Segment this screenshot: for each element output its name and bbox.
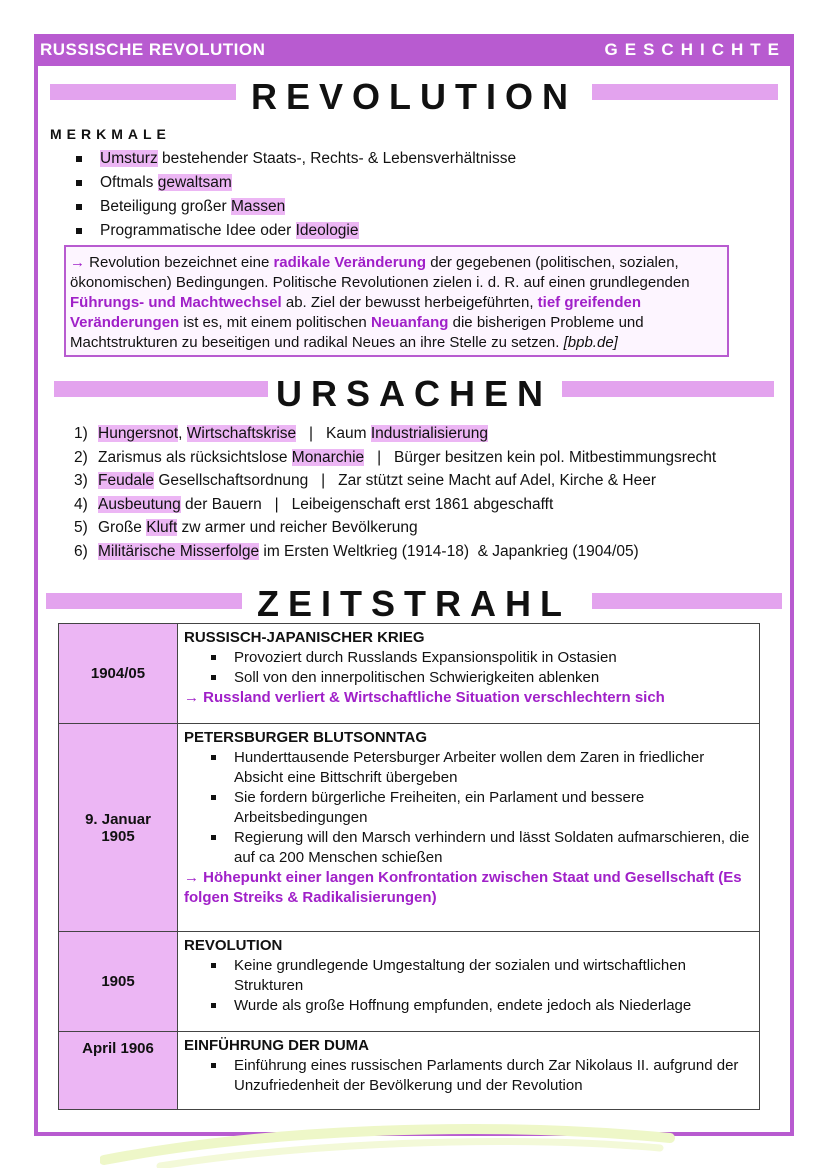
- event-body: [178, 1032, 760, 1110]
- list-item: 6) Militärische Misserfolge im Ersten Weltkrieg (1914-18) & Japankrieg (1904/05): [74, 542, 639, 560]
- merkmale-heading: MERKMALE: [50, 126, 171, 142]
- event-title: PETERSBURGER BLUTSONNTAG: [184, 729, 428, 746]
- list-item: 1) Hungersnot, Wirtschaftskrise | Kaum Industrialisierung: [74, 425, 488, 442]
- event-body: [178, 932, 760, 1032]
- list-item: Soll von den innerpolitischen Schwierigkeiten ablenken: [184, 668, 753, 688]
- section-title-zeitstrahl: ZEITSTRAHL: [257, 583, 571, 624]
- list-item: 2) Zarismus als rücksichtslose Monarchie | Bürger besitzen kein pol. Mitbestimmungsrecht: [74, 448, 717, 466]
- list-item: 5) Große Kluft zw armer und reicher Bevölkerung: [74, 519, 418, 536]
- event-title: RUSSISCH-JAPANISCHER KRIEG: [184, 629, 425, 646]
- event-date: 1905: [59, 932, 178, 1032]
- event-body: [178, 724, 760, 932]
- list-item: Regierung will den Marsch verhindern und lässt Soldaten aufmarschieren, die auf ca 200 Menschen schießen: [184, 828, 753, 868]
- table-row: [59, 724, 760, 932]
- list-item: Sie fordern bürgerliche Freiheiten, ein Parlament und bessere Arbeitsbedingungen: [184, 788, 753, 828]
- table-row: [59, 932, 760, 1032]
- table-row: [59, 1032, 760, 1110]
- list-item: 4) Ausbeutung der Bauern | Leibeigenschaft erst 1861 abgeschafft: [74, 495, 554, 513]
- section-title-ursachen: URSACHEN: [275, 373, 552, 414]
- ursachen-list: [74, 422, 716, 563]
- list-item: Oftmals gewaltsam: [76, 171, 516, 195]
- header-bar: [34, 34, 794, 66]
- list-item: Umsturz bestehender Staats-, Rechts- & Lebensverhältnisse: [76, 147, 516, 171]
- event-conclusion: → Höhepunkt einer langen Konfrontation zwischen Staat und Gesellschaft (Es folgen Streiks & Radikalisierungen): [184, 869, 742, 906]
- list-item: 3) Feudale Gesellschaftsordnung | Zar stützt seine Macht auf Adel, Kirche & Heer: [74, 472, 657, 489]
- list-item: Programmatische Idee oder Ideologie: [76, 219, 516, 243]
- list-item: Hunderttausende Petersburger Arbeiter wollen dem Zaren in friedlicher Absicht eine Bittschrift übergeben: [184, 748, 753, 788]
- event-date: 1904/05: [59, 624, 178, 724]
- definition-callout: → Revolution bezeichnet eine radikale Veränderung der gegebenen (politischen, sozialen, ökonomischen) Bedingungen. Politische Revolutionen zielen i. d. R. auf einen grundlegenden Führungs- und Machtwechsel ab. Ziel der bewusst herbeigeführten, tief greifenden Veränderungen ist es, mit einem politischen Neuanfang die bisherigen Probleme und Machtstrukturen zu beseitigen und radikal Neues an ihre Stelle zu setzen. [bpb.de]: [64, 245, 729, 357]
- header-topic: RUSSISCHE REVOLUTION: [40, 40, 266, 59]
- list-item: Provoziert durch Russlands Expansionspolitik in Ostasien: [184, 648, 753, 668]
- event-body: [178, 624, 760, 724]
- decorative-swoosh: [100, 1120, 680, 1168]
- merkmale-list: [76, 147, 516, 243]
- event-title: EINFÜHRUNG DER DUMA: [184, 1037, 369, 1054]
- list-item: Wurde als große Hoffnung empfunden, endete jedoch als Niederlage: [184, 996, 753, 1016]
- event-conclusion: → Russland verliert & Wirtschaftliche Situation verschlechtern sich: [184, 689, 665, 706]
- timeline-table: [58, 623, 760, 1110]
- event-title: REVOLUTION: [184, 937, 283, 954]
- source-citation: [bpb.de]: [563, 334, 618, 351]
- table-row: [59, 624, 760, 724]
- list-item: Keine grundlegende Umgestaltung der sozialen und wirtschaftlichen Strukturen: [184, 956, 753, 996]
- event-date: April 1906: [59, 1032, 178, 1110]
- list-item: Einführung eines russischen Parlaments durch Zar Nikolaus II. aufgrund der Unzufriedenheit der Bevölkerung und der Revolution: [184, 1056, 753, 1096]
- event-date: 9. Januar 1905: [59, 724, 178, 932]
- header-subject: GESCHICHTE: [604, 40, 786, 59]
- section-title-revolution: REVOLUTION: [250, 76, 577, 117]
- list-item: Beteiligung großer Massen: [76, 195, 516, 219]
